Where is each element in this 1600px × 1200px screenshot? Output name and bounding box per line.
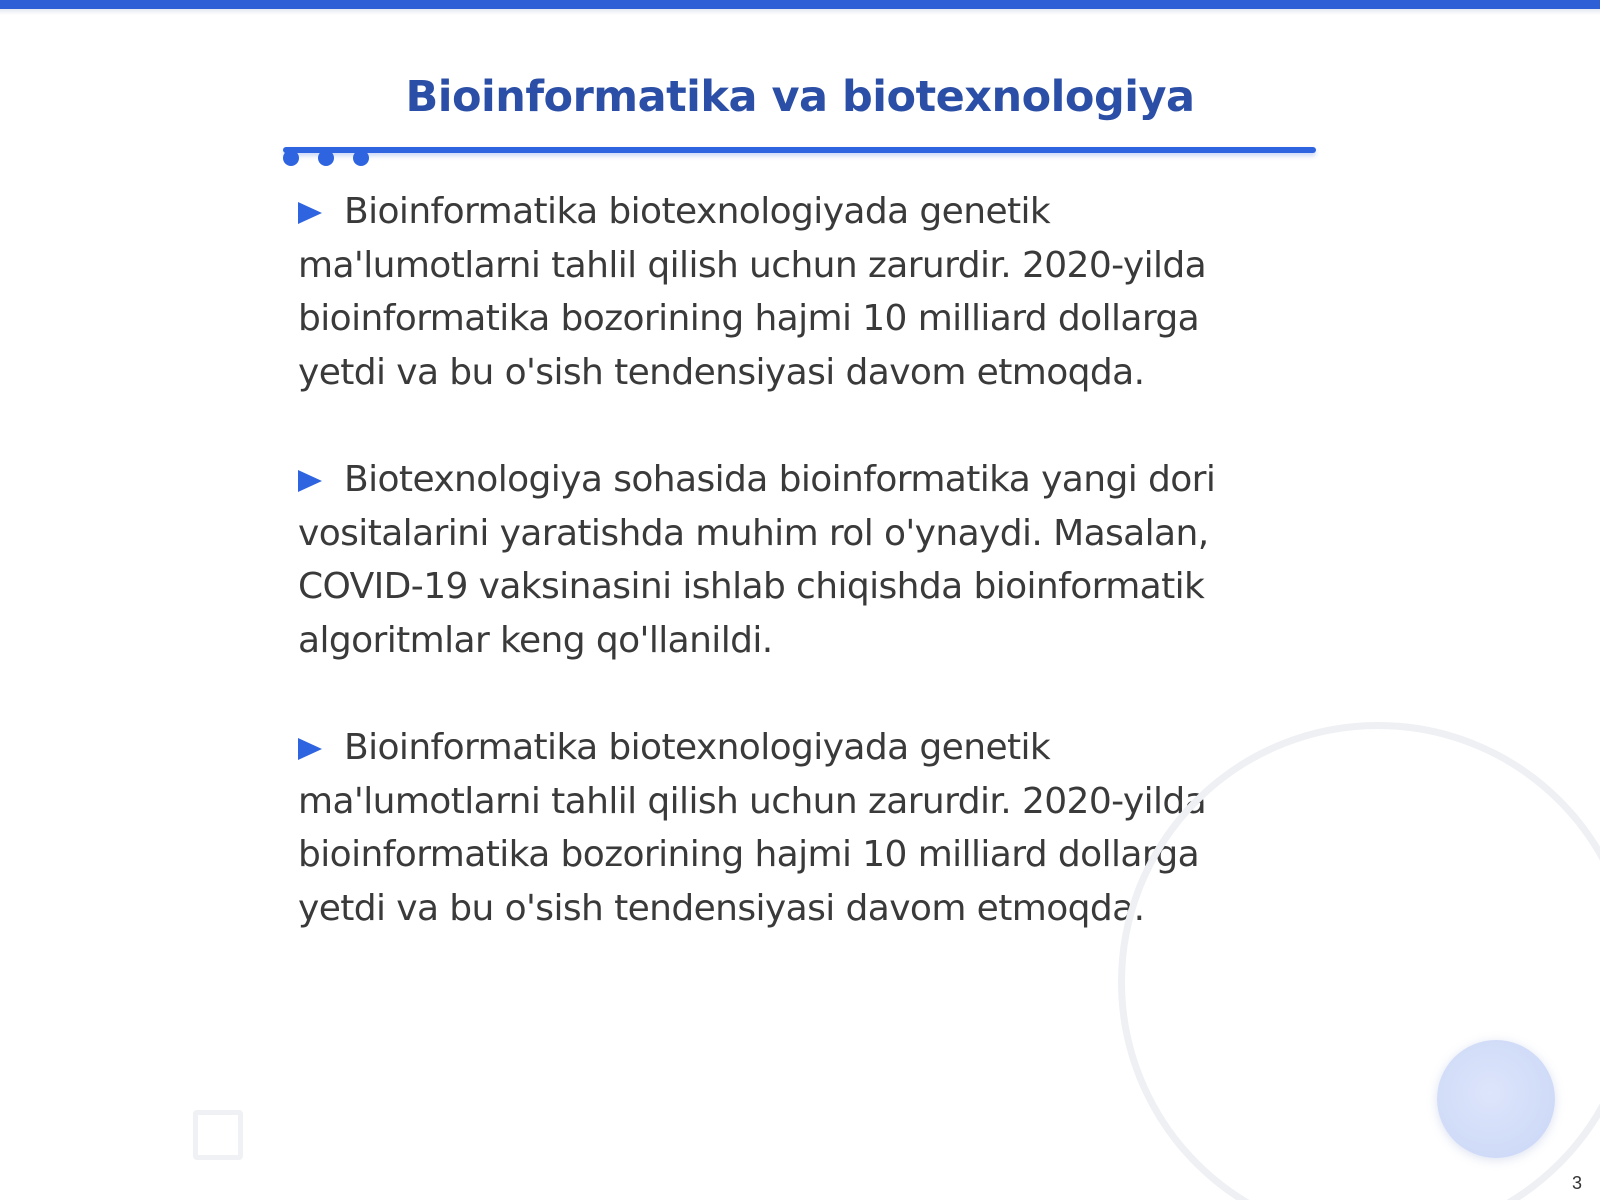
- bullet-item: [298, 185, 1258, 399]
- bullet-text: Bioinformatika biotexnologiyada genetik ma'lumotlarni tahlil qilish uchun zarurdir. 2020-yilda bioinformatika bozorining hajmi 10 milliard dollarga yetdi va bu o'sish tendensiyasi davom etmoqda.: [298, 191, 1207, 393]
- decorative-dot: [318, 150, 334, 166]
- decorative-dot: [353, 150, 369, 166]
- title-underline: [283, 147, 1316, 153]
- triangle-right-icon: [298, 738, 322, 760]
- bullet-text: Biotexnologiya sohasida bioinformatika yangi dori vositalarini yaratishda muhim rol o'ynaydi. Masalan, COVID-19 vaksinasini ishlab chiqishda bioinformatik algoritmlar keng qo'llanildi.: [298, 459, 1216, 661]
- triangle-right-icon: [298, 470, 322, 492]
- decorative-circle: [1437, 1040, 1555, 1158]
- decorative-square: [193, 1110, 243, 1160]
- slide-title: Bioinformatika va biotexnologiya: [405, 72, 1195, 122]
- bullet-item: [298, 721, 1258, 935]
- decorative-dot: [283, 150, 299, 166]
- triangle-right-icon: [298, 202, 322, 224]
- top-bar-shadow: [0, 9, 1600, 15]
- bullet-list: [298, 185, 1258, 989]
- bullet-item: [298, 453, 1258, 667]
- top-accent-bar: [0, 0, 1600, 9]
- bullet-text: Bioinformatika biotexnologiyada genetik ma'lumotlarni tahlil qilish uchun zarurdir. 2020-yilda bioinformatika bozorining hajmi 10 milliard dollarga yetdi va bu o'sish tendensiyasi davom etmoqda.: [298, 727, 1207, 929]
- page-number: 3: [1571, 1173, 1582, 1193]
